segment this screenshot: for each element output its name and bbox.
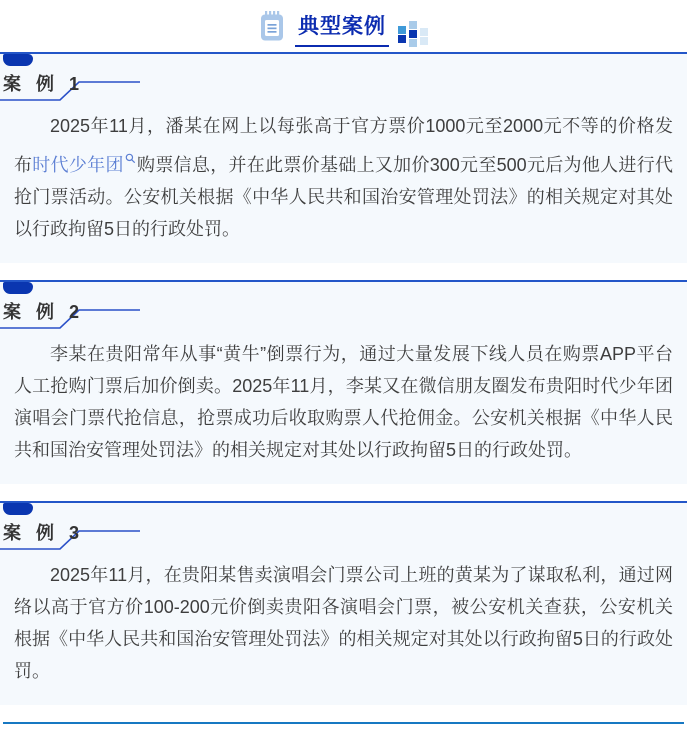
paragraph-text-post: 购票信息，并在此票价基础上又加价300元至500元后为他人进行代抢门票活动。公安机关根据《中华人民共和国治安管理处罚法》的相关规定对其处以行政拘留5日的行政处罚。	[14, 155, 674, 239]
bar-chart-decoration	[398, 21, 428, 47]
search-icon[interactable]	[125, 148, 136, 168]
case-section-1	[0, 52, 687, 263]
page-title-underline	[295, 9, 389, 47]
bottom-divider	[3, 722, 684, 724]
paragraph-text-pre: 2025年11月，潘某在网上以每张高于官方票价1000元至2000元不等的价格发布	[14, 116, 673, 175]
case-section-2	[0, 280, 687, 484]
case-tab	[3, 503, 33, 515]
case-tab	[3, 54, 33, 66]
case-paragraph	[14, 110, 673, 245]
case-header	[0, 70, 687, 104]
clipboard-icon	[259, 11, 286, 47]
case-label: 案 例 1	[3, 74, 85, 94]
case-header	[0, 298, 687, 332]
page-title: 典型案例	[298, 15, 386, 38]
case-section-3	[0, 501, 687, 705]
entity-search-link[interactable]: 时代少年团	[32, 155, 124, 175]
case-label: 案 例 2	[3, 302, 85, 322]
case-label: 案 例 3	[3, 523, 85, 543]
case-tab	[3, 282, 33, 294]
case-paragraph: 李某在贵阳常年从事“黄牛”倒票行为，通过大量发展下线人员在购票APP平台人工抢购门票后加价倒卖。2025年11月，李某又在微信朋友圈发布贵阳时代少年团演唱会门票代抢信息，抢票成功后收取购票人代抢佣金。公安机关根据《中华人民共和国治安管理处罚法》的相关规定对其处以行政拘留5日的行政处罚。	[14, 344, 673, 460]
page-header	[0, 0, 687, 52]
case-paragraph: 2025年11月，在贵阳某售卖演唱会门票公司上班的黄某为了谋取私利，通过网络以高于官方价100-200元价倒卖贵阳各演唱会门票，被公安机关查获，公安机关根据《中华人民共和国治安管理处罚法》的相关规定对其处以行政拘留5日的行政处罚。	[14, 565, 673, 681]
case-header	[0, 519, 687, 553]
